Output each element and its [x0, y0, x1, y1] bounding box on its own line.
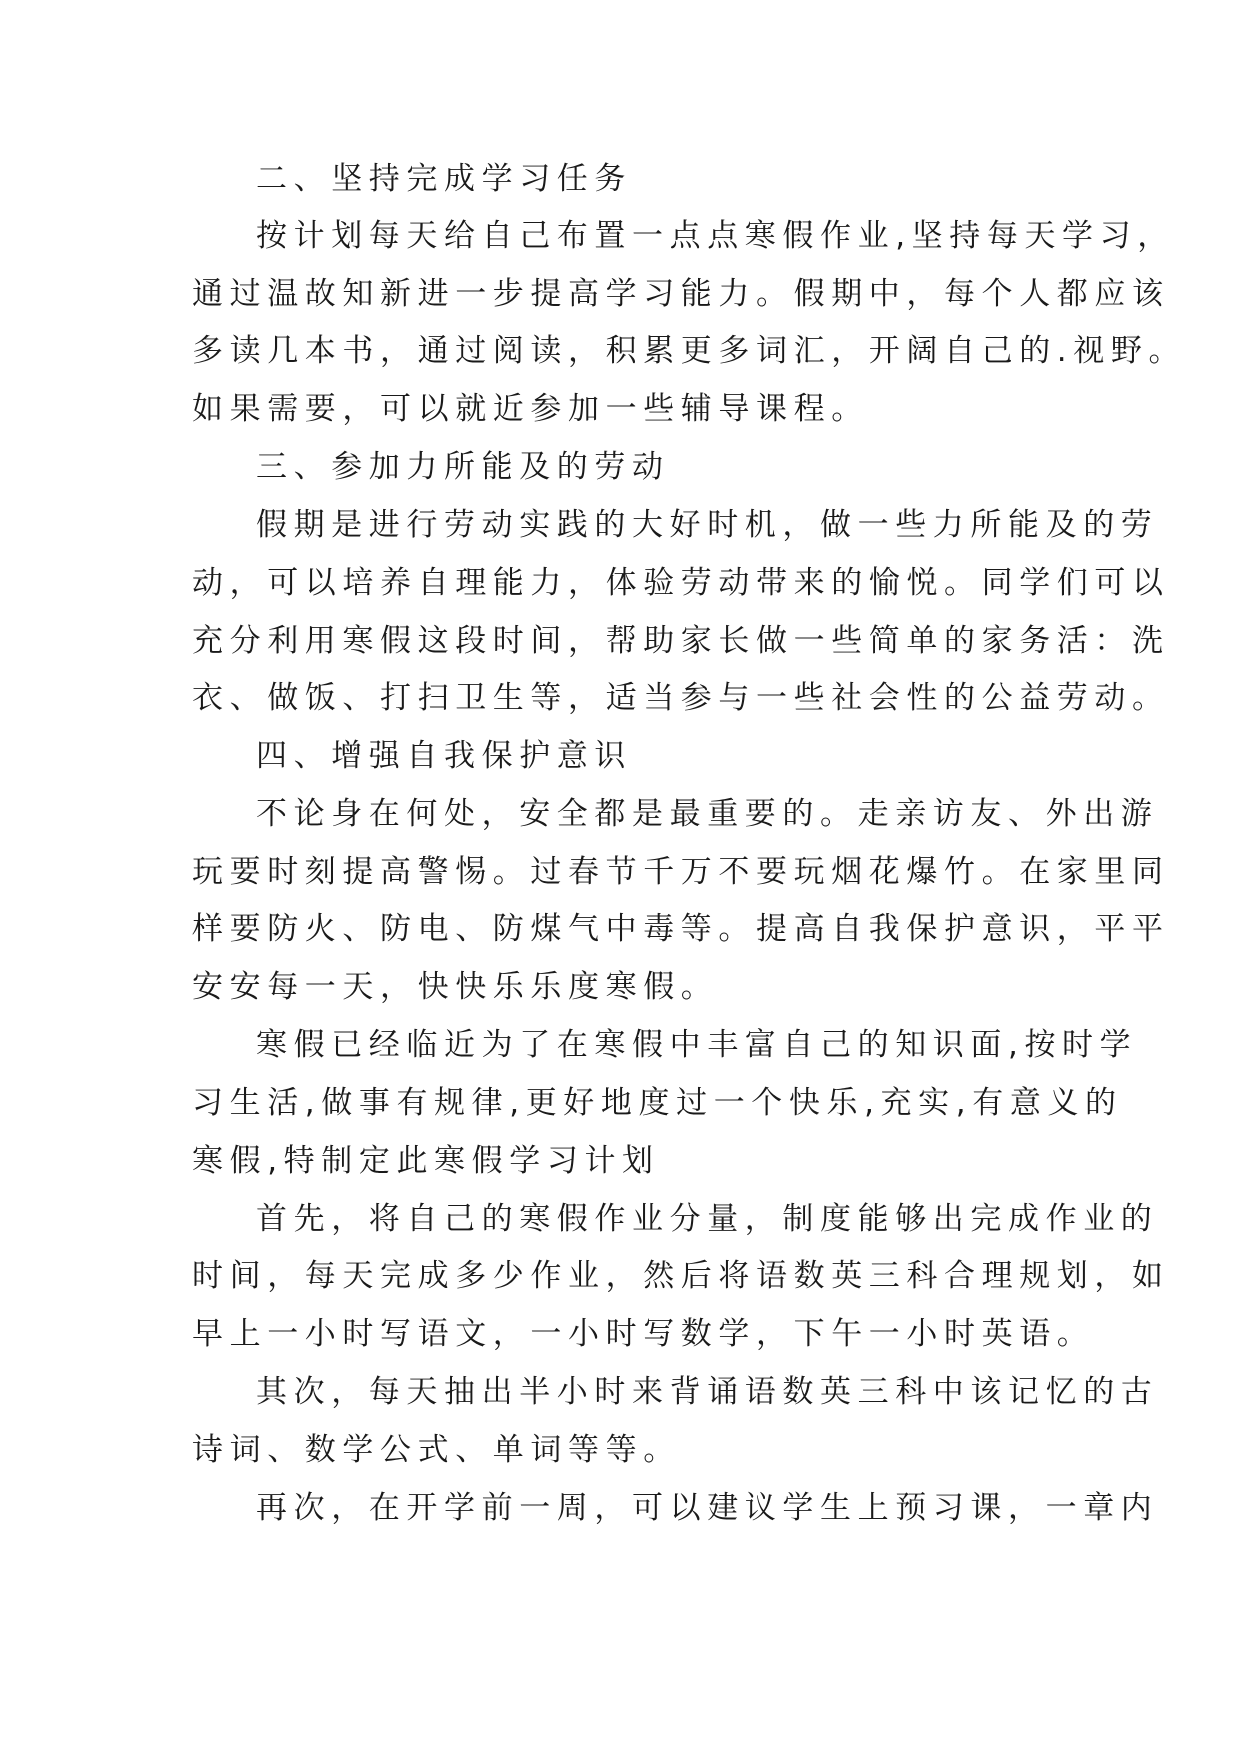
paragraph-line: 再次，在开学前一周，可以建议学生上预习课，一章内	[256, 1490, 1159, 1526]
paragraph-line: 如果需要，可以就近参加一些辅导课程。	[192, 391, 869, 427]
section-heading-4: 四、增强自我保护意识	[256, 738, 632, 774]
paragraph-line: 首先，将自己的寒假作业分量，制度能够出完成作业的	[256, 1201, 1159, 1237]
section-heading-2: 二、坚持完成学习任务	[256, 161, 632, 197]
paragraph-line: 安安每一天，快快乐乐度寒假。	[192, 969, 719, 1005]
paragraph-line: 寒假已经临近为了在寒假中丰富自己的知识面,按时学	[256, 1027, 1138, 1063]
paragraph-line: 样要防火、防电、防煤气中毒等。提高自我保护意识，平平	[192, 911, 1170, 947]
paragraph-line: 习生活,做事有规律,更好地度过一个快乐,充实,有意义的	[192, 1085, 1123, 1121]
paragraph-line: 通过温故知新进一步提高学习能力。假期中，每个人都应该	[192, 276, 1170, 312]
paragraph-line: 动，可以培养自理能力，体验劳动带来的愉悦。同学们可以	[192, 565, 1170, 601]
paragraph-line: 多读几本书，通过阅读，积累更多词汇，开阔自己的.视野。	[192, 333, 1187, 369]
paragraph-line: 寒假,特制定此寒假学习计划	[192, 1143, 660, 1179]
paragraph-line: 玩要时刻提高警惕。过春节千万不要玩烟花爆竹。在家里同	[192, 854, 1170, 890]
section-heading-3: 三、参加力所能及的劳动	[256, 449, 670, 485]
paragraph-line: 按计划每天给自己布置一点点寒假作业,坚持每天学习，	[256, 218, 1175, 254]
paragraph-line: 其次，每天抽出半小时来背诵语数英三科中该记忆的古	[256, 1374, 1159, 1410]
paragraph-line: 衣、做饭、打扫卫生等，适当参与一些社会性的公益劳动。	[192, 680, 1170, 716]
paragraph-line: 假期是进行劳动实践的大好时机，做一些力所能及的劳	[256, 507, 1159, 543]
paragraph-line: 时间，每天完成多少作业，然后将语数英三科合理规划，如	[192, 1258, 1170, 1294]
paragraph-line: 早上一小时写语文，一小时写数学，下午一小时英语。	[192, 1316, 1095, 1352]
paragraph-line: 不论身在何处，安全都是最重要的。走亲访友、外出游	[256, 796, 1159, 832]
paragraph-line: 诗词、数学公式、单词等等。	[192, 1432, 681, 1468]
paragraph-line: 充分利用寒假这段时间，帮助家长做一些简单的家务活：洗	[192, 623, 1170, 659]
